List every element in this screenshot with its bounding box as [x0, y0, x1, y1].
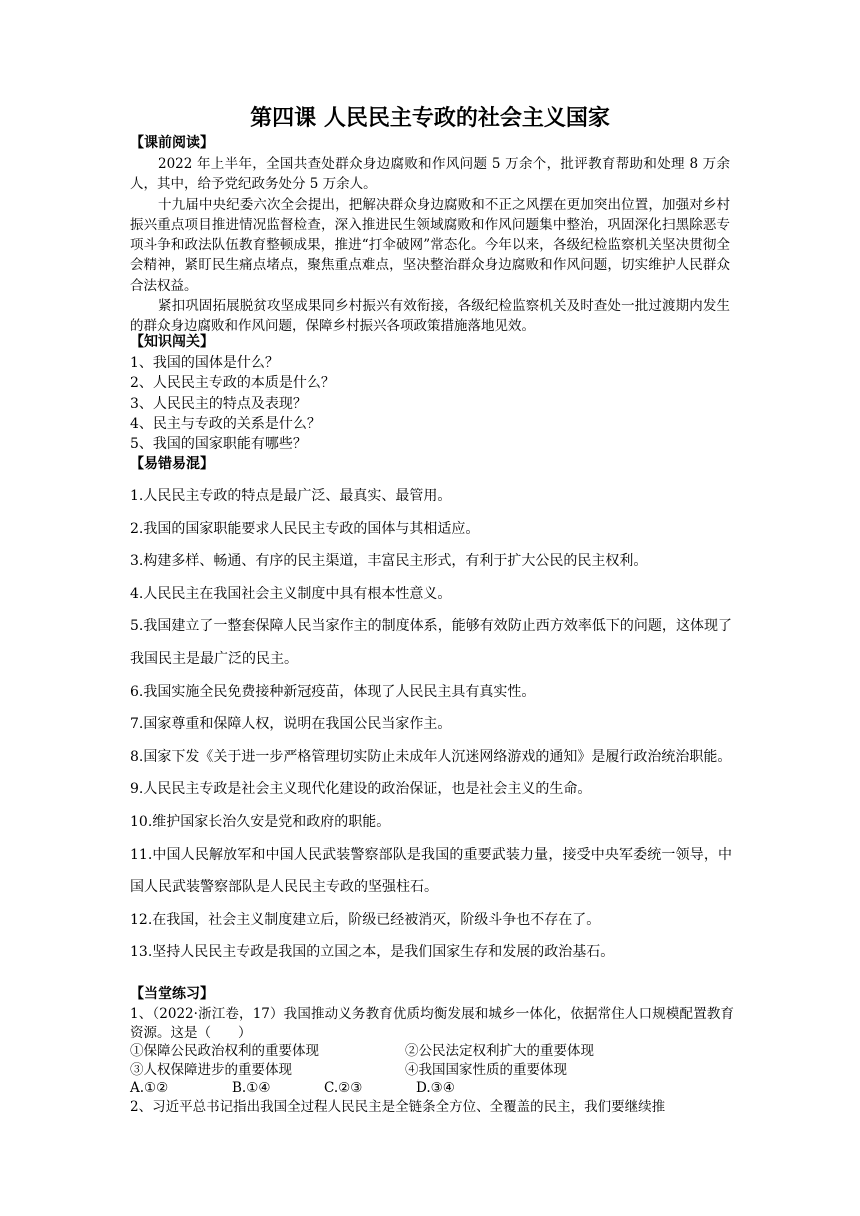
mistake-item: 1.人民民主专政的特点是最广泛、最真实、最管用。 — [130, 488, 452, 504]
knowledge-question-list — [130, 353, 730, 454]
mistake-item: 11.中国人民解放军和中国人民武装警察部队是我国的重要武装力量，接受中央军委统一领导，中国人民武装警察部队是人民民主专政的坚强柱石。 — [130, 846, 732, 896]
reading-paragraph: 紧扣巩固拓展脱贫攻坚成果同乡村振兴有效衔接，各级纪检监察机关及时查处一批过渡期内发生的群众身边腐败和作风问题，保障乡村振兴各项政策措施落地见效。 — [130, 298, 730, 335]
knowledge-question: 3、人民民主的特点及表现？ — [130, 395, 307, 412]
mistake-item: 9.人民民主专政是社会主义现代化建设的政治保证，也是社会主义的生命。 — [130, 781, 592, 798]
section-heading-exercise: 【当堂练习】 — [130, 986, 214, 1002]
mistake-item: 3.构建多样、畅通、有序的民主渠道，丰富民主形式，有利于扩大公民的民主权利。 — [130, 553, 648, 570]
knowledge-question: 5、我国的国家职能有哪些？ — [130, 436, 307, 453]
option-item: ①保障公民政治权利的重要体现 — [130, 1043, 319, 1060]
option-item: ④我国国家性质的重要体现 — [405, 1061, 567, 1078]
answer-choice: D.③④ — [416, 1080, 455, 1097]
option-item: ③人权保障进步的重要体现 — [130, 1061, 292, 1078]
mistake-item: 13.坚持人民民主专政是我国的立国之本，是我们国家生存和发展的政治基石。 — [130, 944, 615, 961]
mistake-item: 2.我国的国家职能要求人民民主专政的国体与其相适应。 — [130, 520, 480, 537]
section-heading-knowledge: 【知识闯关】 — [130, 334, 214, 350]
mistakes-list — [130, 480, 732, 969]
answer-choices — [130, 1079, 734, 1098]
reading-paragraph: 十九届中央纪委六次全会提出，把解决群众身边腐败和不正之风摆在更加突出位置，加强对乡村振兴重点项目推进情况监督检查，深入推进民生领域腐败和作风问题集中整治，巩固深化扫黑除恶专项斗争和政法队伍教育整顿成果，推进“打伞破网”常态化。今年以来，各级纪检监察机关坚决贯彻全会精神，紧盯民生痛点堵点，聚焦重点难点，坚决整治群众身边腐败和作风问题，切实维护人民群众合法权益。 — [130, 196, 730, 294]
answer-choice: B.①④ — [232, 1080, 271, 1097]
option-item: ②公民法定权利扩大的重要体现 — [405, 1043, 594, 1060]
mistake-item: 7.国家尊重和保障人权，说明在我国公民当家作主。 — [130, 716, 452, 733]
section-heading-mistakes: 【易错易混】 — [130, 456, 214, 472]
exercise-block — [130, 1005, 734, 1117]
mistake-item: 8.国家下发《关于进一步严格管理切实防止未成年人沉迷网络游戏的通知》是履行政治统治职能。 — [130, 748, 732, 765]
reading-passage — [130, 154, 730, 337]
exercise-question-stem: 2、习近平总书记指出我国全过程人民民主是全链条全方位、全覆盖的民主，我们要继续推 — [130, 1098, 666, 1115]
mistake-item: 12.在我国，社会主义制度建立后，阶级已经被消灭，阶级斗争也不存在了。 — [130, 911, 601, 928]
knowledge-question: 2、人民民主专政的本质是什么？ — [130, 375, 335, 392]
section-heading-reading: 【课前阅读】 — [130, 135, 214, 151]
mistake-item: 10.维护国家长治久安是党和政府的职能。 — [130, 813, 391, 830]
option-row — [130, 1061, 734, 1080]
answer-choice: C.②③ — [324, 1080, 363, 1097]
exercise-question-stem: 1、（2022·浙江卷，17）我国推动义务教育优质均衡发展和城乡一体化，依据常住人口规模配置教育资源。这是（ ） — [130, 1006, 734, 1041]
page-title: 第四课 人民民主专政的社会主义国家 — [250, 106, 610, 131]
mistake-item: 6.我国实施全民免费接种新冠疫苗，体现了人民民主具有真实性。 — [130, 683, 536, 700]
mistake-item: 5.我国建立了一整套保障人民当家作主的制度体系，能够有效防止西方效率低下的问题，这体现了我国民主是最广泛的民主。 — [130, 618, 732, 667]
reading-paragraph: 2022 年上半年，全国共查处群众身边腐败和作风问题 5 万余个，批评教育帮助和处理 8 万余人，其中，给予党纪政务处分 5 万余人。 — [130, 156, 730, 193]
option-row — [130, 1042, 734, 1061]
mistake-item: 4.人民民主在我国社会主义制度中具有根本性意义。 — [130, 585, 452, 602]
answer-choice: A.①② — [130, 1080, 169, 1097]
knowledge-question: 1、我国的国体是什么？ — [130, 355, 279, 371]
knowledge-question: 4、民主与专政的关系是什么？ — [130, 415, 321, 432]
